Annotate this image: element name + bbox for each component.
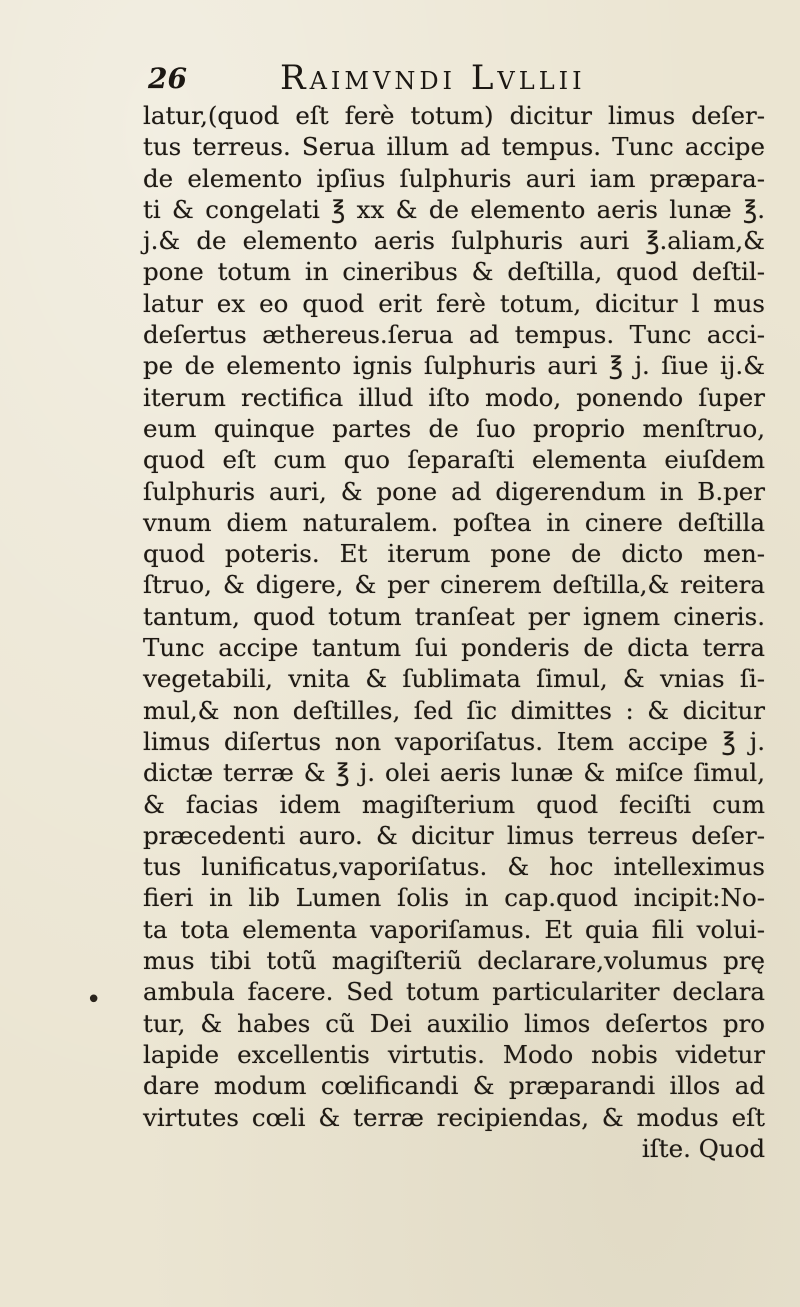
text-line: virtutes cœli & terræ recipiendas, & modus eſt — [143, 1102, 765, 1132]
text-line: j.& de elemento aeris ſulphuris auri ℥.aliam,& — [143, 226, 765, 256]
text-line: ambula facere. Sed totum particulariter declara — [143, 977, 765, 1007]
text-line: quod poteris. Et iterum pone de dicto men- — [143, 539, 765, 569]
text-line: latur ex eo quod erit ferè totum, dicitur l mus — [143, 288, 765, 318]
text-line: de elemento ipſius ſulphuris auri iam præpara- — [143, 163, 765, 193]
text-line: Tunc accipe tantum ſui ponderis de dicta terra — [143, 633, 765, 663]
text-line: vegetabili, vnita & ſublimata ſimul, & vnias ſi- — [143, 664, 765, 694]
text-line: fieri in lib Lumen ſolis in cap.quod incipit:No- — [143, 883, 765, 913]
text-line: mus tibi totũ magiſteriũ declarare,volumus prę — [143, 946, 765, 976]
text-line: dictæ terræ & ℥ j. olei aeris lunæ & miſce ſimul, — [143, 758, 765, 788]
text-line: pone totum in cineribus & deſtilla, quod deſtil- — [143, 257, 765, 287]
text-line: tus terreus. Serua illum ad tempus. Tunc accipe — [143, 132, 765, 162]
text-line: ſtruo, & digere, & per cinerem deſtilla,& reitera — [143, 570, 765, 600]
running-head: Raimvndi Lvllii — [280, 58, 586, 98]
text-line: latur,(quod eſt ferè totum) dicitur limus deſer- — [143, 101, 765, 130]
page-header — [148, 58, 708, 98]
text-line: ti & congelati ℥ xx & de elemento aeris lunæ ℥. — [143, 194, 765, 224]
text-line: pe de elemento ignis ſulphuris auri ℥ j. ſiue ij.& — [143, 351, 765, 381]
text-line: tur, & habes cũ Dei auxilio limos deſertos pro — [143, 1008, 765, 1038]
text-line: deſertus æthereus.ſerua ad tempus. Tunc acci- — [143, 320, 765, 350]
text-line: iterum rectifica illud iſto modo, ponendo ſuper — [143, 382, 765, 412]
text-line: ta tota elementa vaporiſamus. Et quia fili volui- — [143, 914, 765, 944]
text-line: eum quinque partes de ſuo proprio menſtruo, — [143, 413, 765, 443]
text-line: & facias idem magiſterium quod feciſti cum — [143, 789, 765, 819]
page-number: 26 — [148, 62, 187, 95]
text-line: vnum diem naturalem. poſtea in cinere deſtilla — [143, 507, 765, 537]
text-line: lapide excellentis virtutis. Modo nobis videtur — [143, 1039, 765, 1069]
text-line: tantum, quod totum tranſeat per ignem cineris. — [143, 601, 765, 631]
text-line: quod eſt cum quo ſeparaſti elementa eiuſdem — [143, 445, 765, 475]
text-line-catchword: iſte. Quod — [641, 1133, 765, 1163]
text-line: tus lunificatus,vaporiſatus. & hoc intelleximus — [143, 852, 765, 882]
text-line: dare modum cœlificandi & præparandi illos ad — [143, 1071, 765, 1101]
margin-bullet-mark: • — [86, 985, 102, 1015]
text-line: limus diſertus non vaporiſatus. Item accipe ℥ j. — [143, 726, 765, 756]
text-line: ſulphuris auri, & pone ad digerendum in B.per — [143, 476, 765, 506]
text-line: mul,& non deſtilles, ſed ſic dimittes : & dicitur — [143, 695, 765, 725]
body-text — [143, 100, 765, 1164]
text-line: præcedenti auro. & dicitur limus terreus deſer- — [143, 820, 765, 850]
